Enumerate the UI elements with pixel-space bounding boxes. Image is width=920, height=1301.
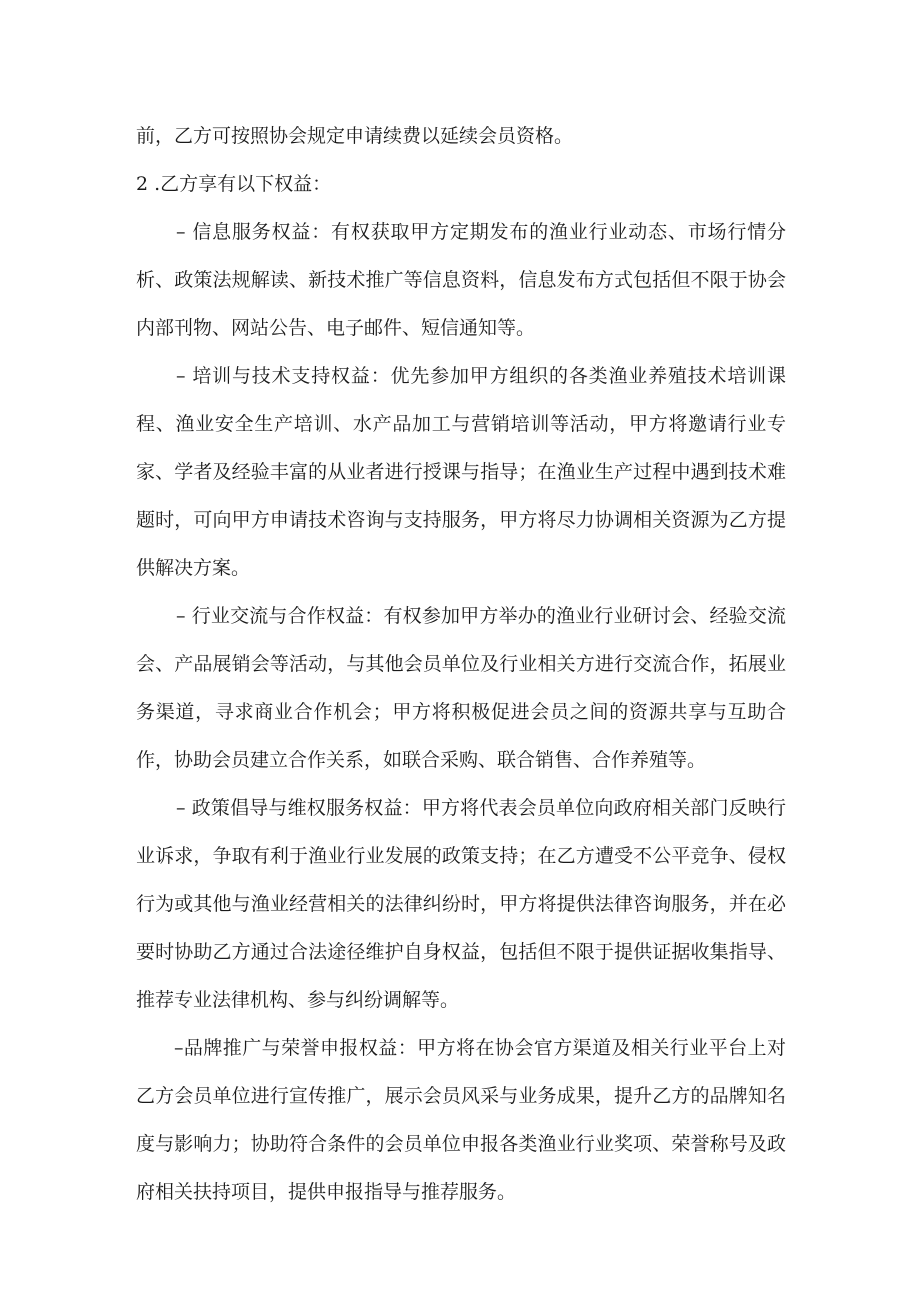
- benefit-paragraph-training: – 培训与技术支持权益：优先参加甲方组织的各类渔业养殖技术培训课程、渔业安全生产培训、水产品加工与营销培训等活动，甲方将邀请行业专家、学者及经验丰富的从业者进行授课与指导；在渔业生产过程中遇到技术难题时，可向甲方申请技术咨询与支持服务，甲方将尽力协调相关资源为乙方提供解决方案。: [136, 365, 786, 579]
- benefit-paragraph-exchange: – 行业交流与合作权益：有权参加甲方举办的渔业行业研讨会、经验交流会、产品展销会等活动，与其他会员单位及行业相关方进行交流合作，拓展业务渠道，寻求商业合作机会；甲方将积极促进会员之间的资源共享与互助合作，协助会员建立合作关系，如联合采购、联合销售、合作养殖等。: [136, 605, 786, 771]
- continuation-paragraph: 前，乙方可按照协会规定申请续费以延续会员资格。: [136, 125, 574, 147]
- document-page: [136, 112, 786, 1216]
- benefit-paragraph-brand-honor: –品牌推广与荣誉申报权益：甲方将在协会官方渠道及相关行业平台上对乙方会员单位进行宣传推广，展示会员风采与业务成果，提升乙方的品牌知名度与影响力；协助符合条件的会员单位申报各类渔业行业奖项、荣誉称号及政府相关扶持项目，提供申报指导与推荐服务。: [136, 1037, 786, 1203]
- section-heading: 2 .乙方享有以下权益：: [136, 173, 332, 195]
- benefit-paragraph-info-service: – 信息服务权益：有权获取甲方定期发布的渔业行业动态、市场行情分析、政策法规解读、新技术推广等信息资料，信息发布方式包括但不限于协会内部刊物、网站公告、电子邮件、短信通知等。: [136, 221, 786, 339]
- benefit-paragraph-policy-rights: – 政策倡导与维权服务权益：甲方将代表会员单位向政府相关部门反映行业诉求，争取有利于渔业行业发展的政策支持；在乙方遭受不公平竞争、侵权行为或其他与渔业经营相关的法律纠纷时，甲方将提供法律咨询服务，并在必要时协助乙方通过合法途径维护自身权益，包括但不限于提供证据收集指导、推荐专业法律机构、参与纠纷调解等。: [136, 797, 786, 1011]
